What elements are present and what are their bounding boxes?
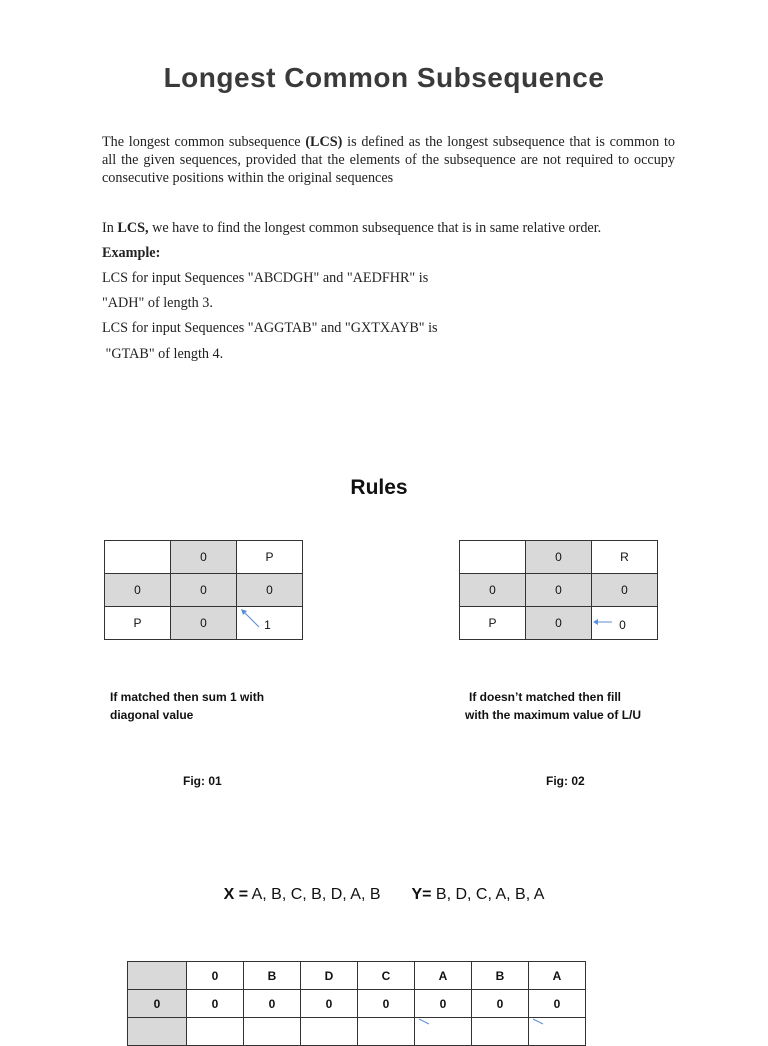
table-cell xyxy=(301,1018,358,1046)
sequence-definitions: X = A, B, C, B, D, A, B Y= B, D, C, A, B, A xyxy=(223,886,545,903)
table-cell: 0 xyxy=(171,574,237,607)
example-2-line-1: LCS for input Sequences "AGGTAB" and "GXTXAYB" is xyxy=(102,320,438,336)
table-cell: 0 xyxy=(358,990,415,1018)
example-1-line-2: "ADH" of length 3. xyxy=(102,295,213,311)
table-cell: 0 xyxy=(244,990,301,1018)
table-cell xyxy=(128,962,187,990)
table-cell: R xyxy=(592,541,658,574)
fig-02-label: Fig: 02 xyxy=(546,774,585,788)
rules-heading: Rules xyxy=(350,476,408,499)
table-cell xyxy=(472,1018,529,1046)
table-cell: 0 xyxy=(526,574,592,607)
diagonal-arrow-icon xyxy=(529,1018,585,1045)
lcs-definition: In LCS, we have to find the longest common subsequence that is in same relative order. xyxy=(102,220,602,236)
table-cell xyxy=(460,541,526,574)
table-cell: 0 xyxy=(237,574,303,607)
table-cell xyxy=(415,1018,472,1046)
cell-value: 0 xyxy=(619,618,626,632)
table-cell: 0 xyxy=(592,574,658,607)
table-cell: 0 xyxy=(187,962,244,990)
table-cell xyxy=(128,1018,187,1046)
intro-paragraph: The longest common subsequence (LCS) is defined as the longest subsequence that is common to all the given sequences, provided that the elements of the subsequence are not required to occupy consecutive positions within the original sequences xyxy=(102,134,675,186)
table-cell: B xyxy=(244,962,301,990)
table-cell: P xyxy=(237,541,303,574)
fig-01-label: Fig: 01 xyxy=(183,774,222,788)
table-cell: P xyxy=(460,607,526,640)
table-cell: A xyxy=(415,962,472,990)
cell-value: 1 xyxy=(264,618,271,632)
table-cell: 0 xyxy=(187,990,244,1018)
example-1-line-1: LCS for input Sequences "ABCDGH" and "AEDFHR" is xyxy=(102,270,429,286)
example-label: Example: xyxy=(102,245,161,261)
table-cell: 0 xyxy=(526,607,592,640)
lcs-table xyxy=(127,961,586,1046)
diagonal-cell xyxy=(237,607,303,640)
table-cell: D xyxy=(301,962,358,990)
table-cell: 0 xyxy=(105,574,171,607)
fig-01-caption: If matched then sum 1 with diagonal value xyxy=(110,690,265,722)
table-cell: B xyxy=(472,962,529,990)
table-cell: C xyxy=(358,962,415,990)
table-cell: A xyxy=(529,962,586,990)
fig-02-caption: If doesn’t matched then fill with the maximum value of L/U xyxy=(465,690,642,722)
fig-01-table xyxy=(104,540,303,640)
table-cell xyxy=(105,541,171,574)
table-cell: P xyxy=(105,607,171,640)
table-cell: 0 xyxy=(128,990,187,1018)
diagonal-arrow-icon xyxy=(415,1018,471,1045)
table-cell xyxy=(358,1018,415,1046)
example-2-line-2: "GTAB" of length 4. xyxy=(102,346,224,362)
table-cell xyxy=(244,1018,301,1046)
table-cell xyxy=(187,1018,244,1046)
fig-02-table xyxy=(459,540,658,640)
table-cell: 0 xyxy=(526,541,592,574)
table-cell: 0 xyxy=(415,990,472,1018)
table-cell: 0 xyxy=(301,990,358,1018)
page-title: Longest Common Subsequence xyxy=(163,62,605,93)
table-cell: 0 xyxy=(529,990,586,1018)
left-cell xyxy=(592,607,658,640)
table-cell: 0 xyxy=(472,990,529,1018)
table-cell: 0 xyxy=(460,574,526,607)
table-cell xyxy=(529,1018,586,1046)
table-cell: 0 xyxy=(171,541,237,574)
table-cell: 0 xyxy=(171,607,237,640)
